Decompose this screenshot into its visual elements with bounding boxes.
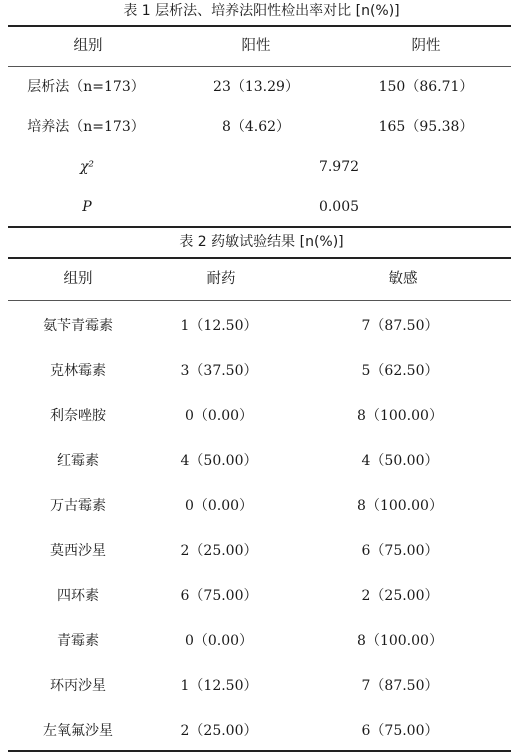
table2-bottom-rule xyxy=(8,750,511,752)
table1-cell-positive: 8（4.62） xyxy=(221,119,291,135)
table2-cell-sensitive: 6（75.00） xyxy=(361,543,439,559)
table2-header-group: 组别 xyxy=(63,271,93,287)
table1-bottom-rule xyxy=(8,226,511,228)
table2-row xyxy=(0,721,523,741)
table1-cell-positive: 23（13.29） xyxy=(213,79,299,95)
table2-cell-resistant: 0（0.00） xyxy=(184,633,254,649)
table2-cell-sensitive: 5（62.50） xyxy=(361,363,439,379)
table1-title: 表 1 层析法、培养法阳性检出率对比 [n(%)] xyxy=(123,3,400,19)
table2-header-rule xyxy=(8,300,511,301)
table2-cell-drug: 万古霉素 xyxy=(50,498,106,514)
table1-stat-row xyxy=(0,197,523,217)
table2-cell-resistant: 6（75.00） xyxy=(180,588,258,604)
table2-cell-resistant: 2（25.00） xyxy=(180,543,258,559)
table1-top-rule xyxy=(8,25,511,27)
table2-row xyxy=(0,586,523,606)
table2-cell-sensitive: 8（100.00） xyxy=(357,498,443,514)
table2-cell-drug: 左氧氟沙星 xyxy=(43,723,113,739)
table2-header-resistant: 耐药 xyxy=(206,271,236,287)
table2-row xyxy=(0,541,523,561)
table2-cell-drug: 利奈唑胺 xyxy=(50,408,106,424)
table2-cell-drug: 克林霉素 xyxy=(50,363,106,379)
table1-header-negative: 阴性 xyxy=(411,38,441,54)
table2-top-rule xyxy=(8,257,511,259)
table2-cell-resistant: 1（12.50） xyxy=(180,318,258,334)
table2-cell-drug: 青霉素 xyxy=(57,633,99,649)
table1-header-positive: 阳性 xyxy=(241,38,271,54)
table2-cell-drug: 红霉素 xyxy=(57,453,99,469)
table1-stat-label: P xyxy=(82,199,92,215)
table1-stat-value: 0.005 xyxy=(318,199,360,215)
table2-row xyxy=(0,496,523,516)
table2-cell-sensitive: 7（87.50） xyxy=(361,318,439,334)
table2-cell-resistant: 3（37.50） xyxy=(180,363,258,379)
table1-stat-value: 7.972 xyxy=(318,159,360,175)
table2-cell-sensitive: 8（100.00） xyxy=(357,633,443,649)
table2-cell-drug: 四环素 xyxy=(57,588,99,604)
table2-header-row xyxy=(0,269,523,289)
table1-stat-label: χ² xyxy=(79,159,95,175)
table1-cell-negative: 165（95.38） xyxy=(378,119,474,135)
table2-row xyxy=(0,451,523,471)
table2-cell-resistant: 4（50.00） xyxy=(180,453,258,469)
table2-cell-sensitive: 4（50.00） xyxy=(361,453,439,469)
table2-cell-sensitive: 6（75.00） xyxy=(361,723,439,739)
table1-cell-negative: 150（86.71） xyxy=(378,79,474,95)
table1-row xyxy=(0,77,523,97)
table1-stat-row xyxy=(0,157,523,177)
table2-row xyxy=(0,361,523,381)
table1-cell-group: 层析法（n=173） xyxy=(27,79,145,95)
table2-cell-drug: 莫西沙星 xyxy=(50,543,106,559)
table2-title: 表 2 药敏试验结果 [n(%)] xyxy=(179,234,344,250)
table1-header-group: 组别 xyxy=(73,38,103,54)
table2-row xyxy=(0,406,523,426)
table1-header-rule xyxy=(8,66,511,67)
table2-cell-drug: 氨苄青霉素 xyxy=(43,318,113,334)
table2-header-sensitive: 敏感 xyxy=(388,271,418,287)
table2-cell-resistant: 2（25.00） xyxy=(180,723,258,739)
table2-cell-resistant: 0（0.00） xyxy=(184,408,254,424)
table1-row xyxy=(0,117,523,137)
table2-row xyxy=(0,316,523,336)
table2-cell-resistant: 1（12.50） xyxy=(180,678,258,694)
table1-cell-group: 培养法（n=173） xyxy=(27,119,145,135)
table1-header-row xyxy=(0,36,523,56)
table2-cell-resistant: 0（0.00） xyxy=(184,498,254,514)
table2-row xyxy=(0,676,523,696)
table2-cell-drug: 环丙沙星 xyxy=(50,678,106,694)
table2-cell-sensitive: 7（87.50） xyxy=(361,678,439,694)
table2-row xyxy=(0,631,523,651)
table2-cell-sensitive: 2（25.00） xyxy=(361,588,439,604)
table2-cell-sensitive: 8（100.00） xyxy=(357,408,443,424)
